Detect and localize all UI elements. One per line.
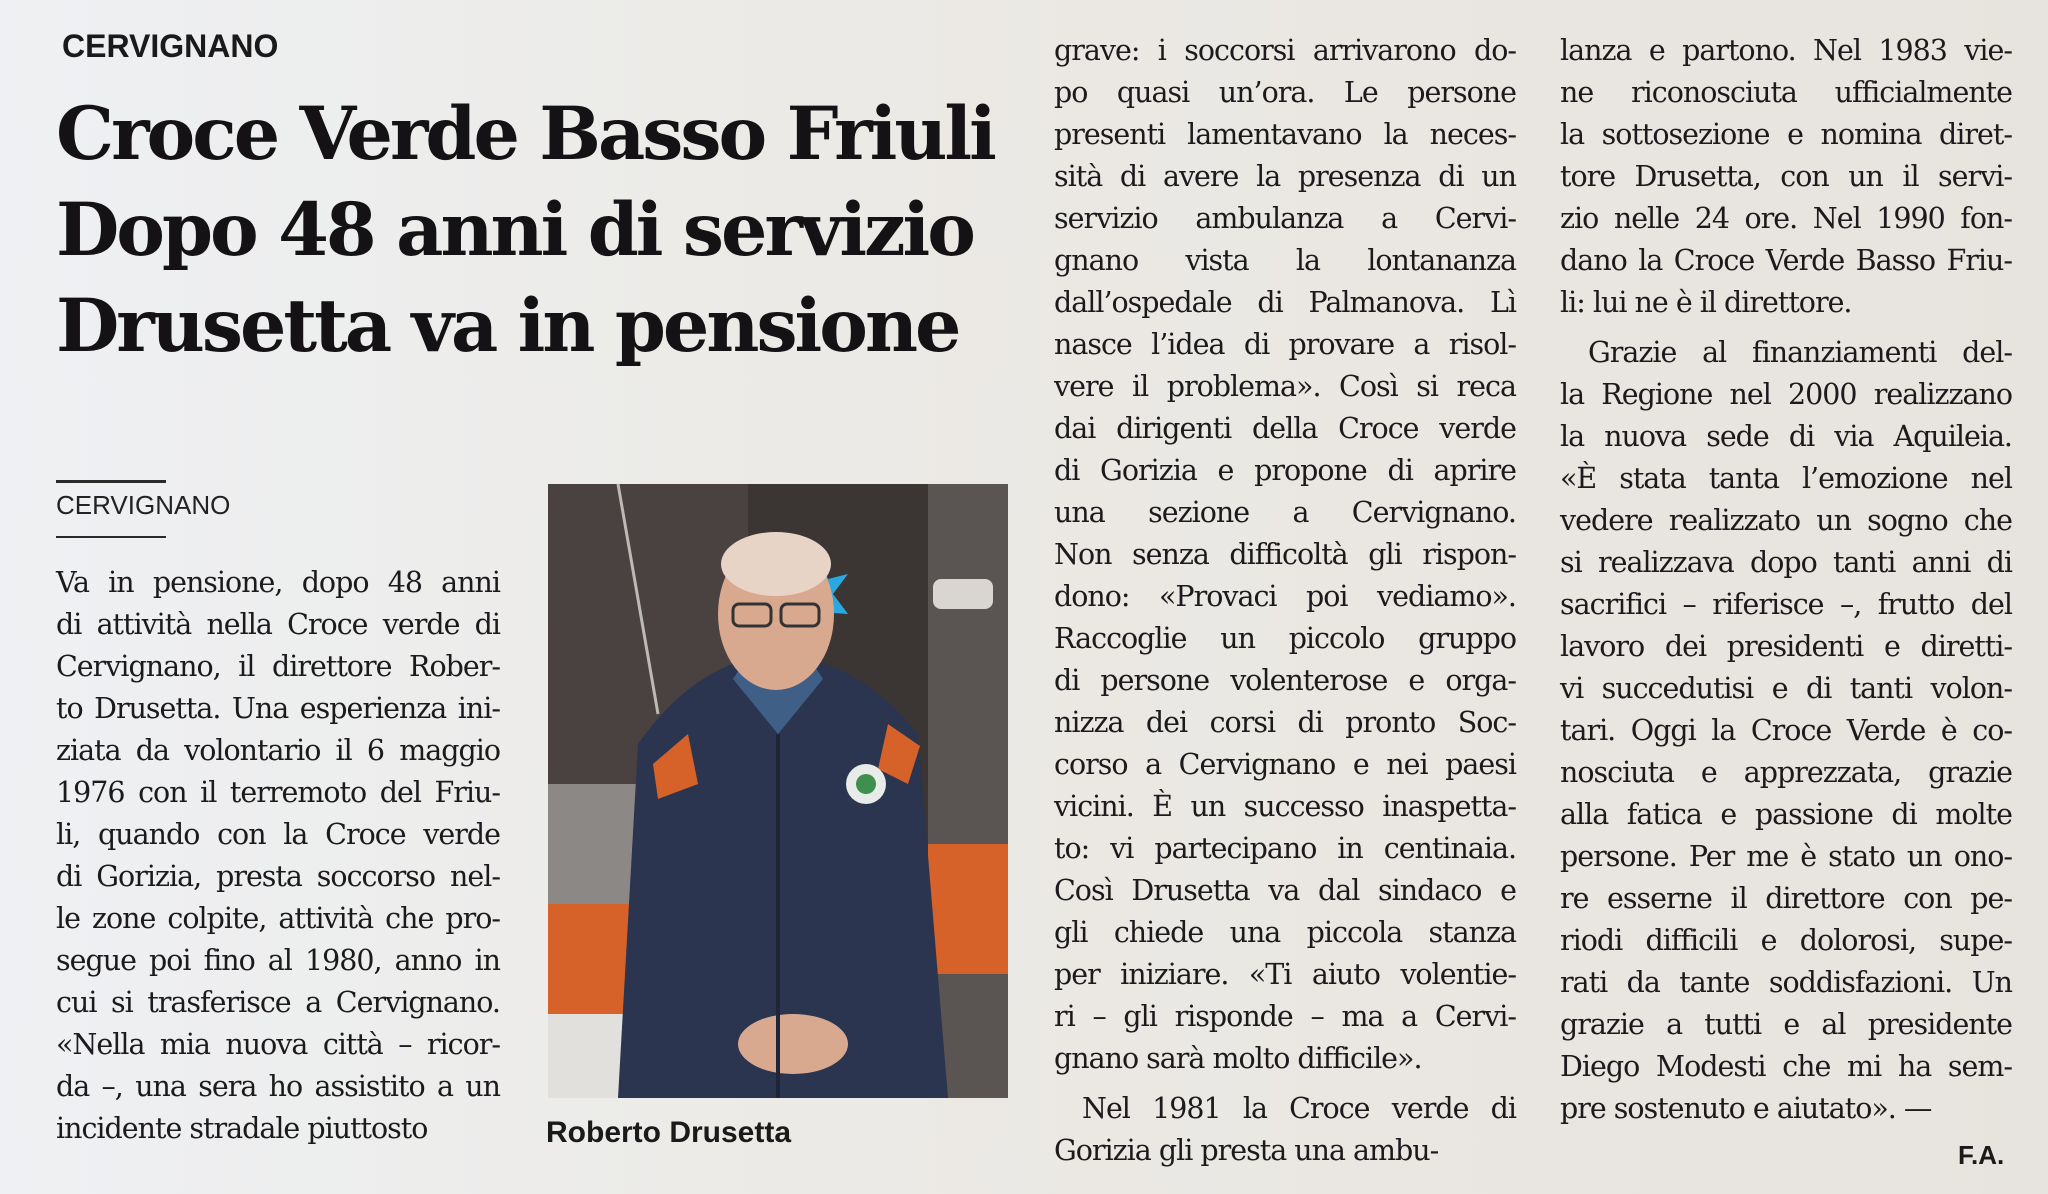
- col1-line: da –, una sera ho assistito a un: [56, 1070, 500, 1103]
- col2-line: vere il problema». Così si reca: [1054, 370, 1516, 403]
- headline-line-1: Croce Verde Basso Friuli: [56, 91, 994, 177]
- col1-line: di Gorizia, presta soccorso nel-: [56, 860, 500, 893]
- col3-line: nosciuta e apprezzata, grazie: [1560, 756, 2012, 789]
- col2-line: po quasi un’ora. Le persone: [1054, 76, 1516, 109]
- col2-line: per iniziare. «Ti aiuto volentie-: [1054, 958, 1516, 991]
- col3-line: tari. Oggi la Croce Verde è co-: [1560, 714, 2012, 747]
- col3-line: Diego Modesti che mi ha sem-: [1560, 1050, 2012, 1083]
- col2-line: di Gorizia e propone di aprire: [1054, 454, 1516, 487]
- col3-line: riodi difficili e dolorosi, supe-: [1560, 924, 2012, 957]
- col1-line: cui si trasferisce a Cervignano.: [56, 986, 500, 1019]
- col3-line: li: lui ne è il direttore.: [1560, 286, 1852, 319]
- col1-line: li, quando con la Croce verde: [56, 818, 500, 851]
- headline-line-3: Drusetta va in pensione: [56, 283, 959, 369]
- article-column-2: [1054, 30, 1516, 1172]
- dateline-rule-top: [56, 480, 166, 483]
- section-kicker: CERVIGNANO: [62, 28, 279, 64]
- col2-line: nizza dei corsi di pronto Soc-: [1054, 706, 1516, 739]
- col1-line: Cervignano, il direttore Rober-: [56, 650, 500, 683]
- col3-line: «È stata tanta l’emozione nel: [1560, 462, 2012, 495]
- col2-line: vicini. È un successo inaspetta-: [1054, 790, 1516, 823]
- col2-line: gnano sarà molto difficile».: [1054, 1042, 1422, 1075]
- col3-line: sacrifici – riferisce –, frutto del: [1560, 588, 2012, 621]
- photo-illustration: [548, 484, 1008, 1098]
- portrait-photo: [548, 484, 1008, 1098]
- col1-line: ziata da volontario il 6 maggio: [56, 734, 500, 767]
- col2-line: ri – gli risponde – ma a Cervi-: [1054, 1000, 1516, 1033]
- col2-line: nasce l’idea di provare a risol-: [1054, 328, 1516, 361]
- col3-line: la Regione nel 2000 realizzano: [1560, 378, 2012, 411]
- col3-line: Grazie al finanziamenti del-: [1588, 336, 2012, 369]
- headline: [56, 86, 1016, 374]
- col1-line: Va in pensione, dopo 48 anni: [56, 566, 500, 599]
- col2-line: servizio ambulanza a Cervi-: [1054, 202, 1516, 235]
- col2-line: gli chiede una piccola stanza: [1054, 916, 1516, 949]
- col3-line: si realizzava dopo tanti anni di: [1560, 546, 2012, 579]
- col2-line: dai dirigenti della Croce verde: [1054, 412, 1516, 445]
- col3-line: grazie a tutti e al presidente: [1560, 1008, 2012, 1041]
- col1-line: segue poi fino al 1980, anno in: [56, 944, 500, 977]
- col2-line: corso a Cervignano e nei paesi: [1054, 748, 1516, 781]
- col2-line: Nel 1981 la Croce verde di: [1082, 1092, 1516, 1125]
- dateline: CERVIGNANO: [56, 490, 231, 520]
- col1-line: «Nella mia nuova città – ricor-: [56, 1028, 500, 1061]
- bleed-through-text: [300, 40, 307, 71]
- col3-line: alla fatica e passione di molte: [1560, 798, 2012, 831]
- col2-line: dono: «Provaci poi vediamo».: [1054, 580, 1516, 613]
- col3-line: tore Drusetta, con un il servi-: [1560, 160, 2012, 193]
- col3-line: la nuova sede di via Aquileia.: [1560, 420, 2012, 453]
- col2-line: Non senza difficoltà gli rispon-: [1054, 538, 1516, 571]
- col1-line: incidente stradale piuttosto: [56, 1112, 428, 1145]
- col2-line: gnano vista la lontananza: [1054, 244, 1516, 277]
- col2-line: grave: i soccorsi arrivarono do-: [1054, 34, 1516, 67]
- dateline-rule-bottom: [56, 536, 166, 538]
- col1-line: di attività nella Croce verde di: [56, 608, 500, 641]
- col3-line: pre sostenuto e aiutato». —: [1560, 1092, 1932, 1125]
- col2-line: presenti lamentavano la neces-: [1054, 118, 1516, 151]
- col3-line: vi succedutisi e di tanti volon-: [1560, 672, 2012, 705]
- col2-line: di persone volenterose e orga-: [1054, 664, 1516, 697]
- col2-line: Raccoglie un piccolo gruppo: [1054, 622, 1516, 655]
- article-column-3: [1560, 30, 2012, 1130]
- col2-line: sità di avere la presenza di un: [1054, 160, 1516, 193]
- col1-line: le zone colpite, attività che pro-: [56, 902, 500, 935]
- col2-line: dall’ospedale di Palmanova. Lì: [1054, 286, 1516, 319]
- col3-line: lavoro dei presidenti e diretti-: [1560, 630, 2012, 663]
- headline-line-2: Dopo 48 anni di servizio: [56, 187, 973, 273]
- author-initials: F.A.: [1958, 1140, 2005, 1170]
- col3-line: zio nelle 24 ore. Nel 1990 fon-: [1560, 202, 2012, 235]
- col1-line: to Drusetta. Una esperienza ini-: [56, 692, 500, 725]
- col1-line: 1976 con il terremoto del Friu-: [56, 776, 500, 809]
- article-column-1: [56, 562, 500, 1150]
- col3-line: persone. Per me è stato un ono-: [1560, 840, 2012, 873]
- col2-line: Così Drusetta va dal sindaco e: [1054, 874, 1516, 907]
- col2-line: Gorizia gli presta una ambu-: [1054, 1134, 1439, 1167]
- col3-line: rati da tante soddisfazioni. Un: [1560, 966, 2012, 999]
- col3-line: vedere realizzato un sogno che: [1560, 504, 2012, 537]
- col3-line: dano la Croce Verde Basso Friu-: [1560, 244, 2012, 277]
- col3-line: re esserne il direttore con pe-: [1560, 882, 2012, 915]
- col2-line: una sezione a Cervignano.: [1054, 496, 1516, 529]
- col3-line: ne riconosciuta ufficialmente: [1560, 76, 2012, 109]
- col3-line: lanza e partono. Nel 1983 vie-: [1560, 34, 2012, 67]
- photo-caption: Roberto Drusetta: [546, 1116, 792, 1149]
- col2-line: to: vi partecipano in centinaia.: [1054, 832, 1516, 865]
- col3-line: la sottosezione e nomina diret-: [1560, 118, 2012, 151]
